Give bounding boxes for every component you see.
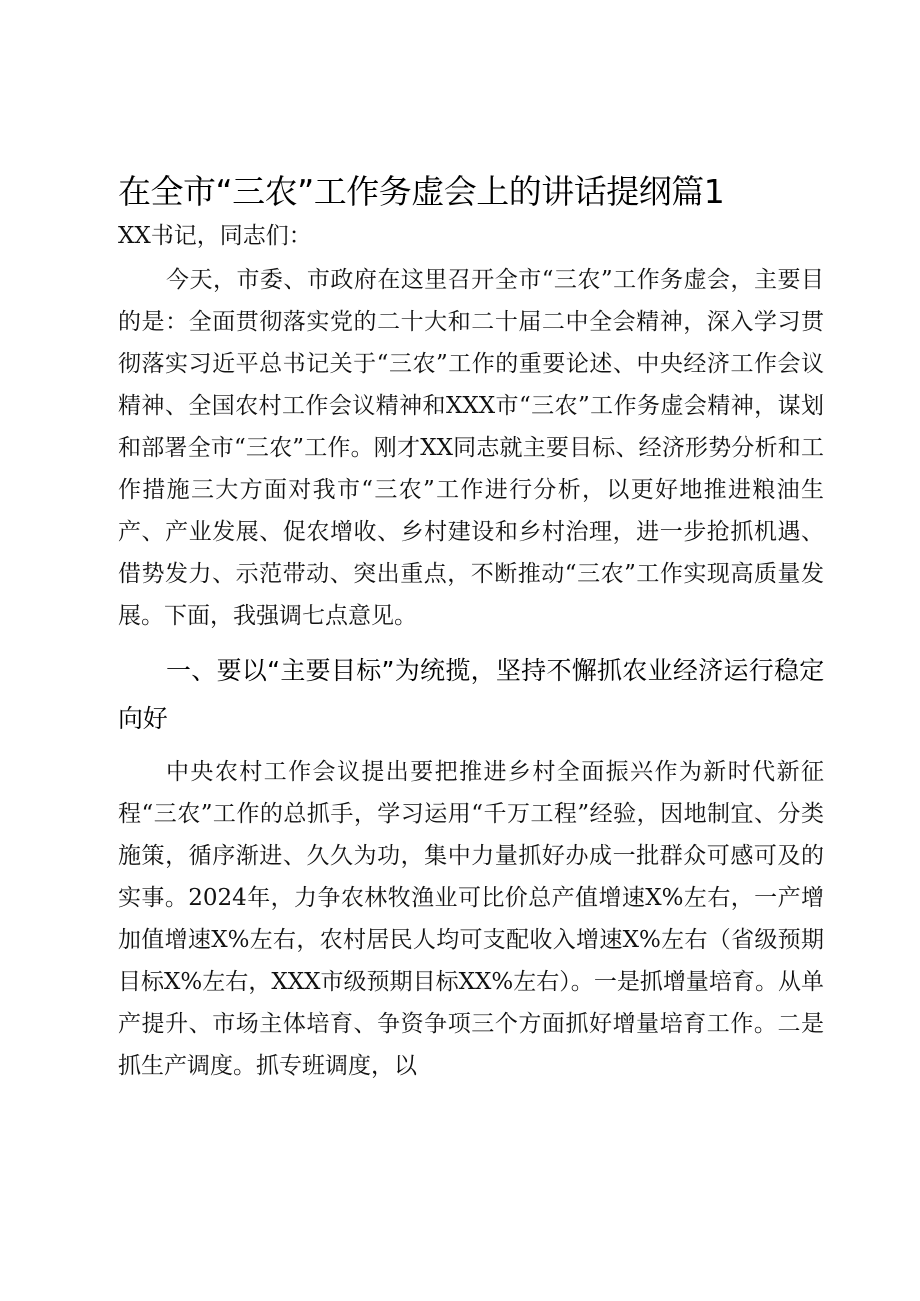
intro-paragraph: 今天，市委、市政府在这里召开全市“三农”工作务虚会，主要目的是：全面贯彻落实党的二十大和二十届二中全会精神，深入学习贯彻落实习近平总书记关于“三农”工作的重要论述、中央经济工作会议精神、全国农村工作会议精神和XXX市“三农”工作务虚会精神，谋划和部署全市“三农”工作。刚才XX同志就主要目标、经济形势分析和工作措施三大方面对我市“三农”工作进行分析，以更好地推进粮油生产、产业发展、促农增收、乡村建设和乡村治理，进一步抢抓机遇、借势发力、示范带动、突出重点，不断推动“三农”工作实现高质量发展。下面，我强调七点意见。	[118, 267, 824, 629]
document-title: 在全市“三农”工作务虚会上的讲话提纲篇1	[118, 172, 725, 211]
section-heading-1: 一、要以“主要目标”为统揽，坚持不懈抓农业经济运行稳定向好	[118, 656, 824, 733]
section-1-paragraph: 中央农村工作会议提出要把推进乡村全面振兴作为新时代新征程“三农”工作的总抓手，学习运用“千万工程”经验，因地制宜、分类施策，循序渐进、久久为功，集中力量抓好办成一批群众可感可及的实事。2024年，力争农林牧渔业可比价总产值增速X%左右，一产增加值增速X%左右，农村居民人均可支配收入增速X%左右（省级预期目标X%左右，XXX市级预期目标XX%左右）。一是抓增量培育。从单产提升、市场主体培育、争资争项三个方面抓好增量培育工作。二是抓生产调度。抓专班调度，以	[118, 759, 824, 1079]
salutation: XX书记，同志们：	[118, 223, 312, 249]
document-body	[118, 168, 824, 1087]
